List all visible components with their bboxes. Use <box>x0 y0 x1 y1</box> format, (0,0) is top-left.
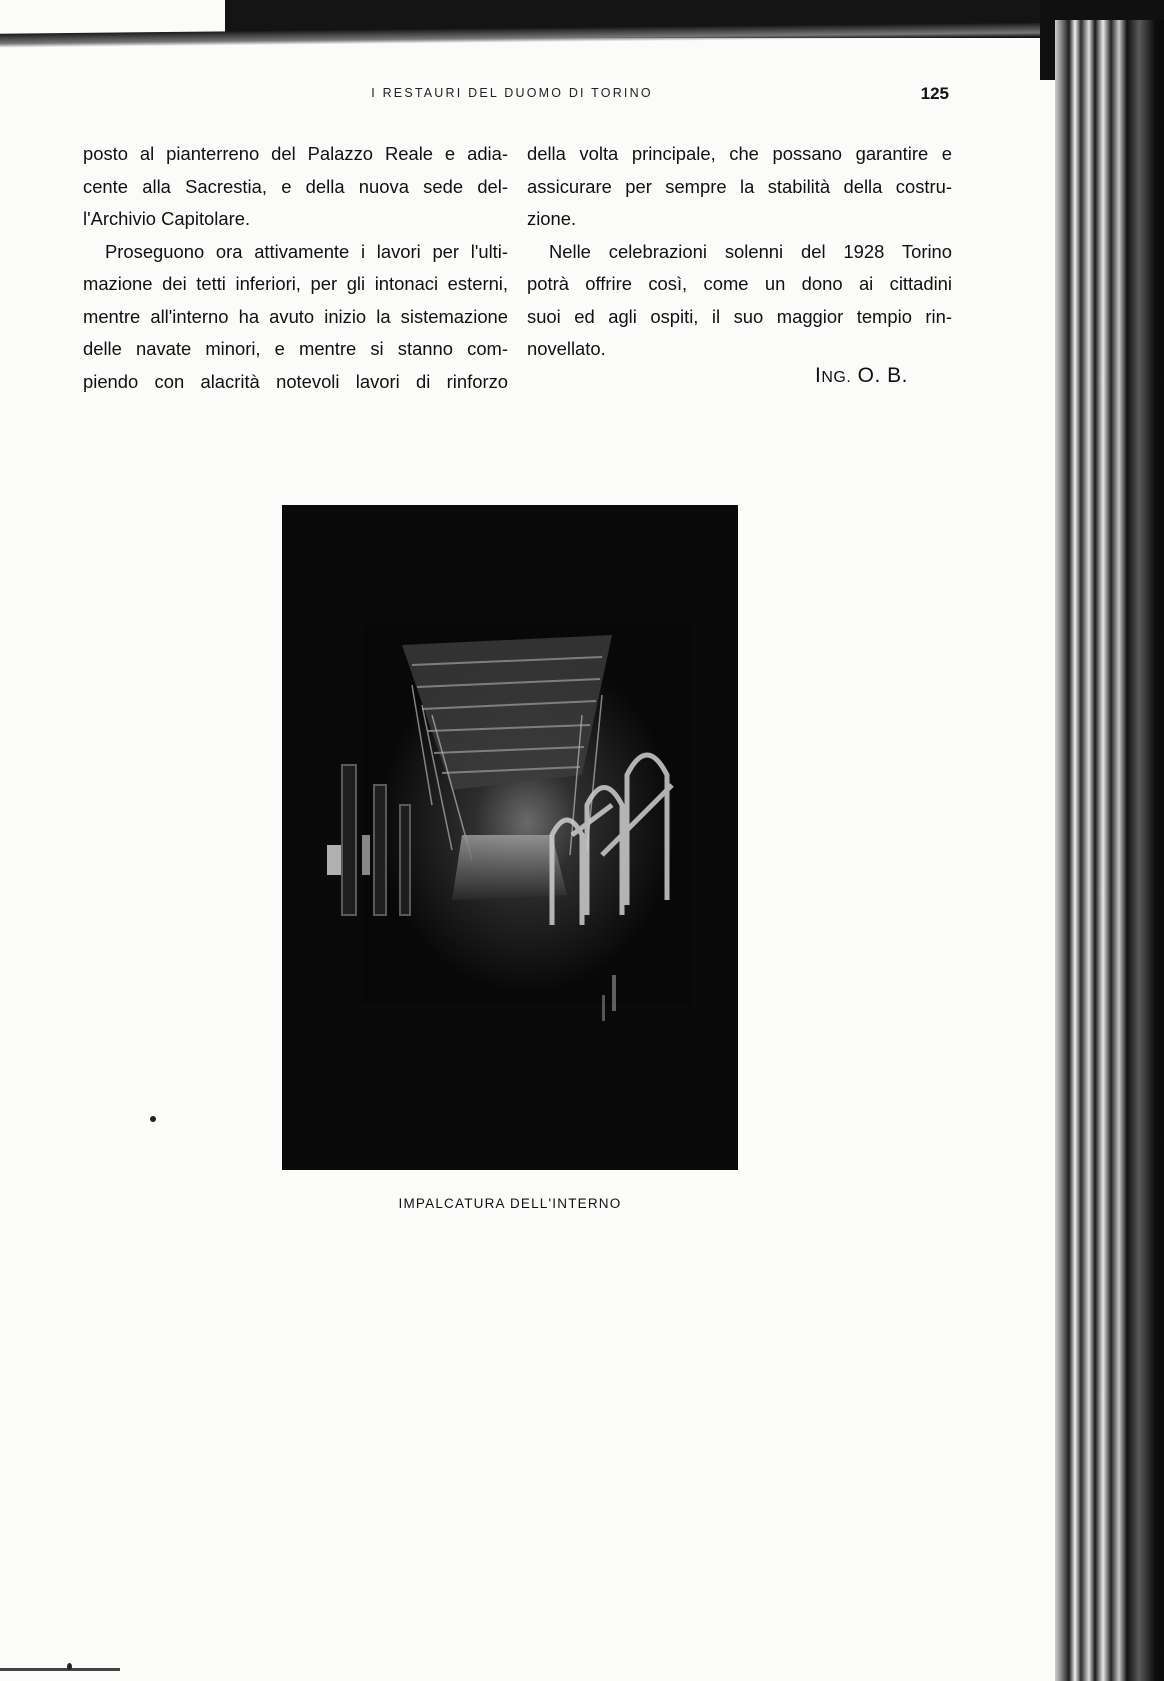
text-line: delle navate minori, e mentre si stanno com- <box>83 338 508 359</box>
text-line: novellato. <box>527 338 606 359</box>
scaffolding-photograph <box>282 505 738 1170</box>
text-line: mentre all'interno ha avuto inizio la sistemazione <box>83 305 508 327</box>
text-line: l'Archivio Capitolare. <box>83 208 251 229</box>
page-number: 125 <box>920 84 949 103</box>
running-head: I RESTAURI DEL DUOMO DI TORINO <box>371 86 653 100</box>
text-line: assicurare per sempre la stabilità della costru- <box>527 175 952 197</box>
signature-initial: I <box>815 364 822 387</box>
text-line: cente alla Sacrestia, e della nuova sede del- <box>83 175 508 197</box>
text-line: suoi ed agli ospiti, il suo maggior tempio rin- <box>527 305 952 327</box>
text-line: potrà offrire così, come un dono ai cittadini <box>527 273 952 294</box>
ink-speck <box>67 1663 72 1670</box>
book-spine-edge <box>1055 20 1164 1681</box>
scan-edge-bottom <box>0 1668 120 1671</box>
text-line: Proseguono ora attivamente i lavori per l'ulti- <box>105 240 508 262</box>
photo-caption: IMPALCATURA DELL'INTERNO <box>398 1196 622 1211</box>
signature-abbrev: NG. <box>821 369 852 386</box>
text-line: Nelle celebrazioni solenni del 1928 Torino <box>549 240 952 262</box>
text-line: posto al pianterreno del Palazzo Reale e adia- <box>83 143 508 164</box>
author-signature <box>815 364 908 388</box>
photo-illustration <box>282 505 738 1170</box>
text-line: della volta principale, che possano garantire e <box>527 143 952 164</box>
ink-speck <box>150 1116 156 1122</box>
signature-initials: O. B. <box>857 364 908 387</box>
text-column-left <box>83 138 508 398</box>
text-line: mazione dei tetti inferiori, per gli intonaci esterni, <box>83 273 508 294</box>
text-column-right <box>527 138 952 366</box>
text-line: piendo con alacrità notevoli lavori di rinforzo <box>83 370 508 392</box>
text-line: zione. <box>527 208 577 229</box>
